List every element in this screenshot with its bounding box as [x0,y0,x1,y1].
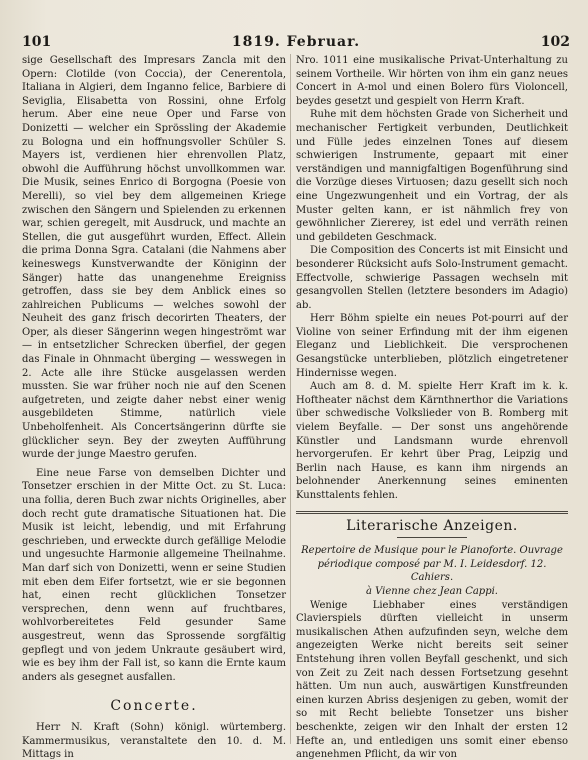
running-title: 1819. Februar. [231,34,361,50]
short-rule [397,537,467,538]
paragraph-composition: Die Composition des Concerts ist mit Einsicht und besonderer Rücksicht aufs Solo-Instrument gemacht. Effectvolle, schwierige Passagen wechseln mit gesangvollen Stellen (letztere besonders im Adagio) ab. [296,245,568,311]
paragraph-boehm: Herr Böhm spielte ein neues Pot-pourri auf der Violine von seiner Erfindung mit der ihm eigenen Eleganz und Lieblichkeit. Die versprochenen Gesangstücke unterblieben, plötzlich eingetretener Hindernisse wegen. [296,313,568,379]
paragraph-kraft-concert: Herr N. Kraft (Sohn) königl. würtemberg. Kammermusikus, veranstaltete den 10. d. M. Mittags in [22,721,286,760]
page-header [22,34,570,54]
paragraph-repertoire-review: Wenige Liebhaber eines verständigen Clavierspiels dürften vielleicht in unserm musikalischen Athen aufzufinden seyn, welche dem angezeigten Werke nicht bereits seit seiner Entstehung ihren vollen Beyfall geschenkt, und sich von Zeit zu Zeit nach dessen Fortsetzung gesehnt hätten. Um nun auch, auswärtigen Kunstfreunden einen kurzen Abriss desjenigen zu geben, womit der so mit Recht beliebte Tonsetzer uns bisher beschenkte, zeigen wir den Inhalt der ersten 12 Hefte an, und entledigen uns somit einer ebenso angenehmen Pflicht, da wir von [296,599,568,760]
section-title-literarische-anzeigen: Literarische Anzeigen. [346,517,518,534]
section-rule [296,511,568,514]
left-column [22,54,286,760]
page-number-right: 102 [540,34,570,50]
paragraph-opera-report: sige Gesellschaft des Impresars Zancla mit den Opern: Clotilde (von Coccia), der Cenerentola, Italiana in Algieri, dem Inganno felice, Barbiere di Seviglia, Elisabetta von Rossini, ohne Erfolg herum. Aber eine neue Oper und Farse von Donizetti — welcher ein Sprössling der Akademie zu Bologna und ein hoffnungsvoller Schüler S. Mayers ist, verdienen hier ehrenvollen Platz, obwohl die Aufführung höchst unvollkommen war. Die Musik, seines Enrico di Borgogna (Poesie von Merelli), so viel bey dem allgemeinen Kriege zwischen den Sängern und Spielenden zu erkennen war, schien geregelt, mit Ausdruck, und machte an Stellen, die gut ausgeführt wurden, Effect. Allein die prima Donna Sgra. Catalani (die Nahmens aber keineswegs Kunstverwandte der Königinn der Sänger) hatte das unangenehme Ereigniss getroffen, dass sie bey dem Anblick eines so zahlreichen Publicums — welches sowohl der Neuheit des ganz frisch decorirten Theaters, der Oper, als dieser Sängerinn wegen hingeströmt war — in entsetzlicher Schrecken überfiel, der gegen das Finale in Ohnmacht überging — wesswegen in 2. Acte alle ihre Stücke ausgelassen werden mussten. Sie war früher noch nie auf den Scenen aufgetreten, und zeigte daher nebst einer wenig ausgebildeten Stimme, natürlich viele Unbeholfenheit. Als Concertsängerinn dürfte sie glücklicher seyn. Bey der zweyten Aufführung wurde der junge Maestro gerufen. [22,55,286,461]
paragraph-farse-review: Eine neue Farse von demselben Dichter und Tonsetzer erschien in der Mitte Oct. zu St. Luca: una follia, deren Buch zwar nichts Originelles, aber doch recht gute dramatische Situationen hat. Die Musik ist leicht, lebendig, und mit Erfahrung geschrieben, und erweckte durch gefällige Melodie und ungesuchte Harmonie allgemeine Theilnahme. Man darf sich von Donizetti, wenn er seine Studien mit eben dem Eifer fortsetzt, wie er sie begonnen hat, einen recht glücklichen Tonsetzer versprechen, denn wenn auf fruchtbares, wohlvorbereitetes Feld gesunder Same ausgestreut, wenn das Sprossende sorgfältig gepflegt und von jedem Unkraute gesäubert wird, wie es bey ihm der Fall ist, so kann die Ernte kaum anders als gesegnet ausfallen. [22,467,286,683]
right-column [296,54,568,760]
section-title-concerte: Concerte. [110,698,198,715]
paragraph-hoftheater: Auch am 8. d. M. spielte Herr Kraft im k. k. Hoftheater nächst dem Kärnthnerthor die Variations über schwedische Volkslieder von B. Romberg mit vielem Beyfalle. — Der sonst uns angehörende Künstler und Landsmann wurde ehrenvoll hervorgerufen. Er kehrt über Prag, Leipzig und Berlin nach Hause, es kann ihm nirgends an belohnender Anerkennung seines eminenten Kunsttalents fehlen. [296,381,568,501]
paragraph-concert-continued: Nro. 1011 eine musikalische Privat-Unterhaltung zu seinem Vortheile. Wir hörten von ihm ein ganz neues Concert in A-mol und einen Bolero fürs Violoncell, beydes gesetzt und gespielt von Herrn Kraft. [296,55,568,107]
column-divider [290,54,291,744]
page-number-left: 101 [22,34,52,50]
publisher-line: à Vienne chez Jean Cappi. [366,585,498,597]
bibliographic-entry: Repertoire de Musique pour le Pianoforte. Ouvrage périodique composé par M. I. Leidesdorf. 12. Cahiers. [301,545,563,584]
paragraph-virtuoso-praise: Ruhe mit dem höchsten Grade von Sicherheit und mechanischer Fertigkeit verbunden, Deutlichkeit und Fülle jedes einzelnen Tones auf diesem schwierigen Instrumente, gepaart mit einer verständigen und mannigfaltigen Bogenführung sind die Vorzüge dieses Virtuosen; dazu gesellt sich noch eine Ungezwungenheit und ein Vortrag, der als Muster gelten kann, er ist nähmlich frey von gewöhnlicher Ziererey, ist edel und verräth reinen und gebildeten Geschmack. [296,109,568,243]
